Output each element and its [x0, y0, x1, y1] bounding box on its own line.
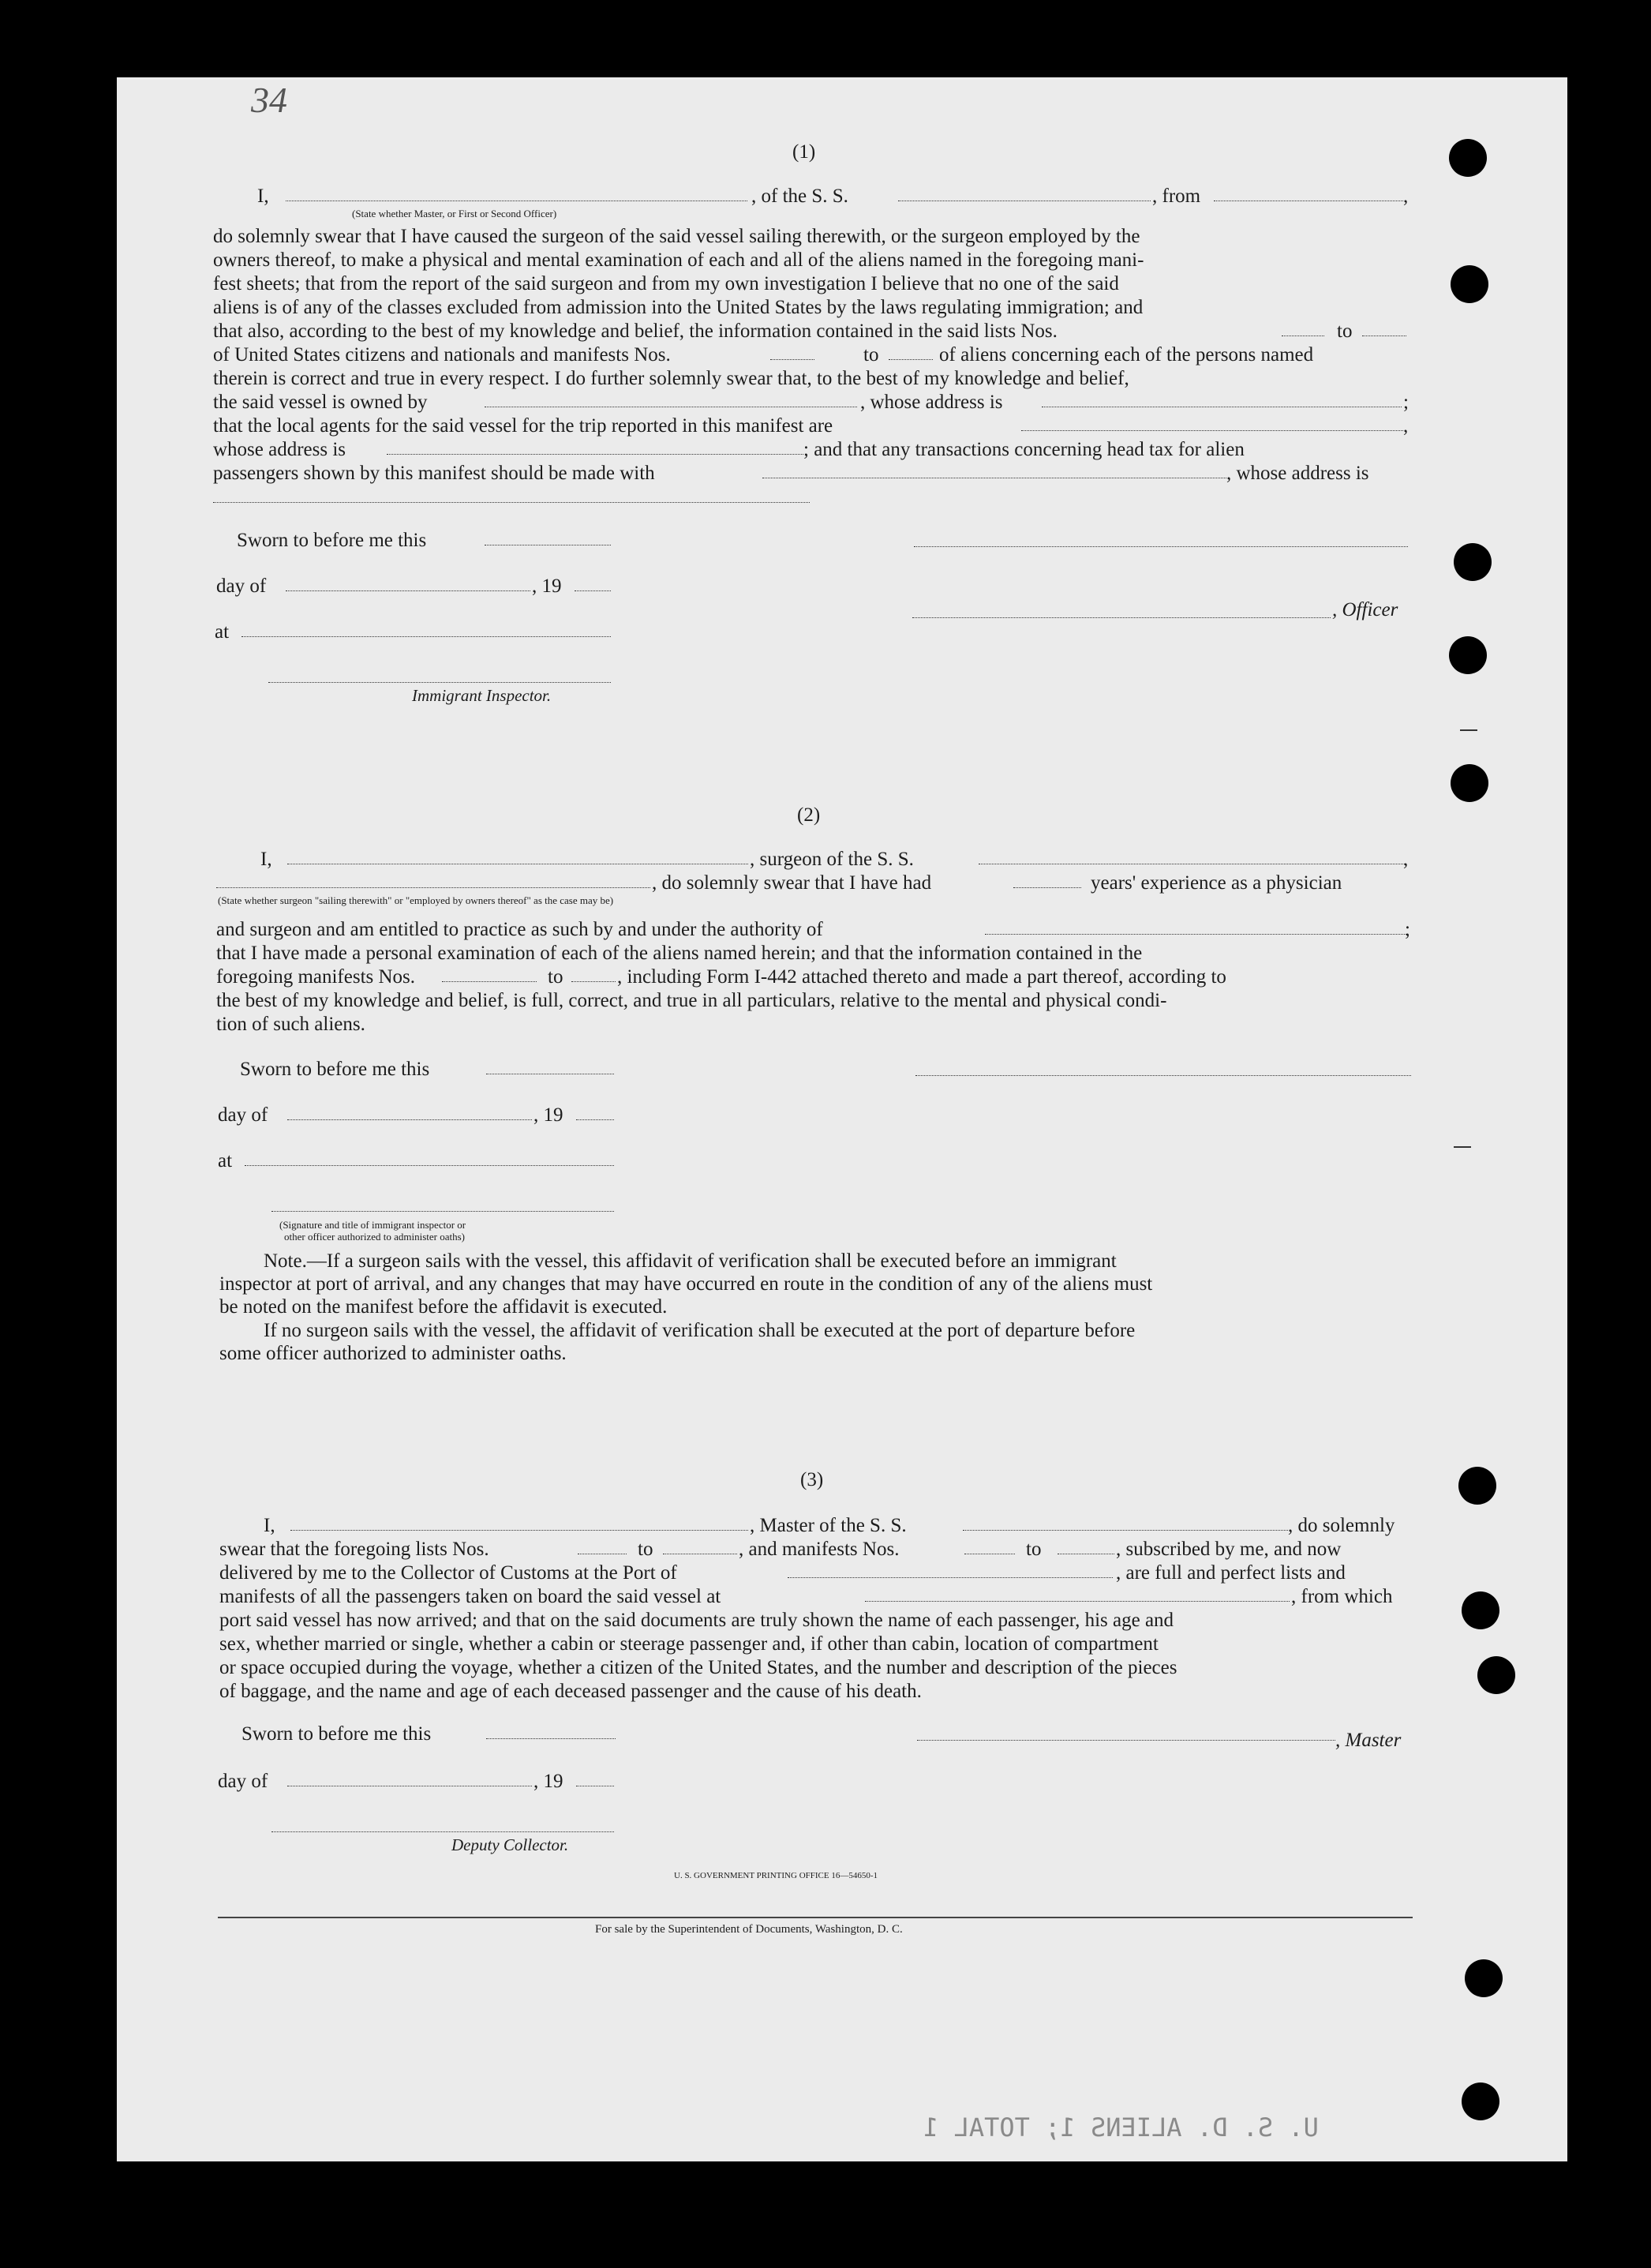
text: , — [1403, 186, 1409, 207]
body-line: the best of my knowledge and belief, is full, correct, and true in all particulars, relative to the mental and physical condi- — [216, 990, 1167, 1011]
body-line: tion of such aliens. — [216, 1014, 365, 1035]
text: , Master of the S. S. — [750, 1515, 907, 1536]
body-line: fest sheets; that from the report of the said surgeon and from my own investigation I believe that no one of the said — [213, 273, 1119, 294]
text: I, — [257, 186, 269, 207]
text: , whose address is — [1226, 463, 1369, 484]
blank-field[interactable] — [575, 590, 611, 591]
text: , surgeon of the S. S. — [750, 849, 914, 870]
text: ; — [1405, 919, 1410, 940]
text: , from — [1152, 186, 1201, 207]
inspector-label: Immigrant Inspector. — [412, 686, 552, 705]
punch-hole — [1451, 265, 1488, 303]
signature-field[interactable] — [271, 1211, 614, 1212]
blank-field[interactable] — [571, 981, 616, 982]
body-line: the said vessel is owned by — [213, 392, 428, 413]
note-line: some officer authorized to administer oaths. — [219, 1343, 567, 1364]
body-line: that the local agents for the said vessel for the trip reported in this manifest are — [213, 415, 833, 437]
text: day of — [218, 1104, 268, 1126]
text: , from which — [1291, 1586, 1393, 1607]
blank-field[interactable] — [287, 1119, 532, 1120]
blank-field[interactable] — [241, 636, 611, 637]
blank-field[interactable] — [576, 1119, 614, 1120]
text: swear that the foregoing lists Nos. — [219, 1539, 489, 1560]
note-line: be noted on the manifest before the affidavit is executed. — [219, 1296, 668, 1318]
blank-field[interactable] — [387, 454, 803, 455]
punch-hole — [1462, 2082, 1499, 2120]
signature-field[interactable] — [914, 546, 1408, 547]
text: to — [863, 344, 879, 366]
signature-field[interactable] — [915, 1075, 1411, 1076]
signature-field[interactable] — [917, 1740, 1335, 1741]
deputy-label: Deputy Collector. — [451, 1835, 569, 1854]
note-line: inspector at port of arrival, and any changes that may have occurred en route in the condition of any of the aliens must — [219, 1273, 1153, 1295]
field-note: other officer authorized to administer oaths) — [284, 1231, 465, 1243]
signature-field[interactable] — [912, 617, 1331, 618]
body-line: whose address is — [213, 439, 346, 460]
body-line: port said vessel has now arrived; and that on the said documents are truly shown the name of each passenger, his age and — [219, 1610, 1174, 1631]
body-line: that also, according to the best of my knowledge and belief, the information contained in the said lists Nos. — [213, 321, 1058, 342]
blank-field[interactable] — [770, 359, 814, 360]
text: at — [215, 621, 230, 643]
field-note: (State whether surgeon "sailing therewith" or "employed by owners thereof" as the case may be) — [218, 894, 614, 906]
blank-field[interactable] — [1013, 887, 1081, 888]
body-line: sex, whether married or single, whether a cabin or steerage passenger and, if other than cabin, location of compartment — [219, 1633, 1159, 1655]
text: , — [1403, 849, 1409, 870]
text: manifests of all the passengers taken on board the said vessel at — [219, 1586, 721, 1607]
body-line: therein is correct and true in every respect. I do further solemnly swear that, to the best of my knowledge and belief, — [213, 368, 1129, 389]
footer-rule — [218, 1917, 1413, 1918]
section-number: (2) — [797, 804, 821, 826]
blank-field[interactable] — [213, 502, 810, 503]
text: Sworn to before me this — [240, 1059, 430, 1080]
blank-field[interactable] — [290, 1530, 748, 1531]
field-note: (Signature and title of immigrant inspector or — [279, 1219, 466, 1231]
text: Sworn to before me this — [241, 1723, 432, 1745]
body-line: of baggage, and the name and age of each deceased passenger and the cause of his death. — [219, 1681, 922, 1702]
text: ; and that any transactions concerning head tax for alien — [803, 439, 1245, 460]
text: , whose address is — [860, 392, 1003, 413]
text: ; — [1403, 392, 1409, 413]
punch-hole — [1458, 1467, 1496, 1505]
blank-field[interactable] — [889, 359, 933, 360]
text: of aliens concerning each of the persons named — [939, 344, 1314, 366]
text: years' experience as a physician — [1091, 872, 1342, 894]
text: to — [548, 966, 563, 988]
officer-label: , Officer — [1332, 599, 1398, 620]
blank-field[interactable] — [286, 590, 530, 591]
text: , do solemnly swear that I have had — [652, 872, 932, 894]
signature-field[interactable] — [271, 1831, 614, 1832]
body-line: or space occupied during the voyage, whether a citizen of the United States, and the number and description of the pieces — [219, 1657, 1177, 1678]
edge-mark — [1454, 1146, 1471, 1148]
body-line: foregoing manifests Nos. — [216, 966, 416, 988]
bleed-through-stamp: U. S. D. ALIENS 1; TOTAL 1 — [923, 2112, 1319, 2142]
field-note: (State whether Master, or First or Second Officer) — [352, 208, 557, 219]
text: to — [638, 1539, 653, 1560]
body-line: passengers shown by this manifest should be made with — [213, 463, 655, 484]
body-line: and surgeon and am entitled to practice as such by and under the authority of — [216, 919, 823, 940]
edge-mark — [1460, 729, 1477, 731]
text: I, — [260, 849, 272, 870]
blank-field[interactable] — [963, 1530, 1288, 1531]
note-line: Note.—If a surgeon sails with the vessel, this affidavit of verification shall be executed before an immigrant — [264, 1250, 1117, 1272]
punch-hole — [1477, 1656, 1515, 1694]
text: , 19 — [533, 1104, 563, 1126]
text: , are full and perfect lists and — [1116, 1562, 1346, 1584]
body-line: aliens is of any of the classes excluded from admission into the United States by the laws regulating immigration; and — [213, 297, 1144, 318]
master-label: , Master — [1335, 1730, 1402, 1751]
blank-field[interactable] — [442, 981, 537, 982]
note-line: If no surgeon sails with the vessel, the affidavit of verification shall be executed at the port of departure before — [264, 1320, 1136, 1341]
punch-hole — [1449, 636, 1487, 674]
text: , 19 — [532, 575, 562, 597]
text: , do solemnly — [1288, 1515, 1395, 1536]
text: , and manifests Nos. — [739, 1539, 900, 1560]
for-sale-note: For sale by the Superintendent of Documents, Washington, D. C. — [595, 1923, 903, 1936]
text: day of — [218, 1771, 268, 1792]
punch-hole — [1465, 1959, 1503, 1997]
text: , — [1403, 415, 1409, 437]
text: Sworn to before me this — [237, 530, 427, 551]
punch-hole — [1454, 543, 1492, 581]
section-number: (3) — [800, 1469, 824, 1490]
text: , 19 — [533, 1771, 563, 1792]
blank-field[interactable] — [985, 934, 1408, 935]
punch-hole — [1451, 764, 1488, 802]
text: , of the S. S. — [751, 186, 848, 207]
text: day of — [216, 575, 267, 597]
body-line: that I have made a personal examination of each of the aliens named herein; and that the information contained in the — [216, 943, 1143, 964]
text: at — [218, 1150, 233, 1171]
body-line: of United States citizens and nationals and manifests Nos. — [213, 344, 671, 366]
blank-field[interactable] — [1021, 430, 1403, 431]
body-line: owners thereof, to make a physical and mental examination of each and all of the aliens named in the foregoing mani- — [213, 249, 1144, 271]
text: , including Form I-442 attached thereto and made a part thereof, according to — [617, 966, 1226, 988]
text: I, — [264, 1515, 275, 1536]
text: delivered by me to the Collector of Customs at the Port of — [219, 1562, 677, 1584]
blank-field[interactable] — [245, 1165, 614, 1166]
signature-field[interactable] — [268, 682, 611, 683]
body-line: do solemnly swear that I have caused the surgeon of the said vessel sailing therewith, or the surgeon employed by the — [213, 226, 1140, 247]
blank-field[interactable] — [788, 1577, 1113, 1578]
text: to — [1337, 321, 1353, 342]
section-number: (1) — [792, 141, 816, 163]
blank-field[interactable] — [486, 1738, 616, 1739]
blank-field[interactable] — [216, 887, 650, 888]
punch-hole — [1462, 1591, 1499, 1629]
handwritten-page-number: 34 — [251, 80, 287, 120]
blank-field[interactable] — [865, 1601, 1290, 1602]
punch-hole — [1449, 139, 1487, 177]
printing-office-note: U. S. GOVERNMENT PRINTING OFFICE 16—54650-1 — [674, 1871, 878, 1880]
text: to — [1026, 1539, 1042, 1560]
text: , subscribed by me, and now — [1116, 1539, 1342, 1560]
